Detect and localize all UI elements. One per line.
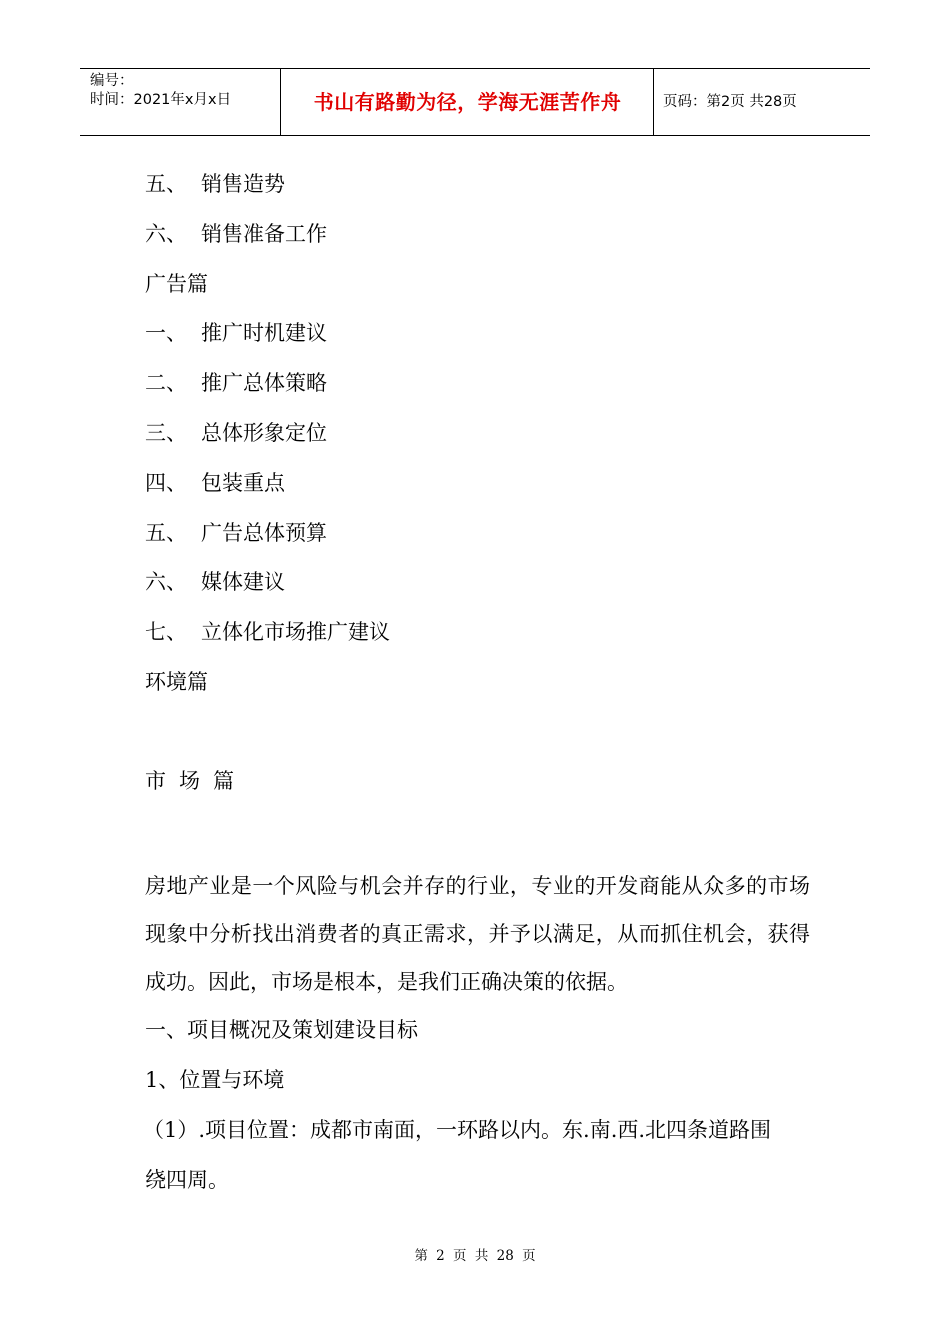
header-motto: 书山有路勤为径，学海无涯苦作舟 xyxy=(282,69,654,135)
heading-project-overview: 一、项目概况及策划建设目标 xyxy=(145,1018,418,1042)
toc-text: 销售准备工作 xyxy=(201,221,327,246)
toc-item xyxy=(145,216,390,266)
toc-text: 环境篇 xyxy=(145,669,208,694)
toc-text: 媒体建议 xyxy=(201,570,285,595)
toc-item xyxy=(145,166,390,216)
toc-text: 推广总体策略 xyxy=(201,371,327,396)
toc-item xyxy=(145,515,390,565)
toc-item xyxy=(145,614,390,664)
toc-item xyxy=(145,365,390,415)
table-of-contents xyxy=(145,166,390,714)
toc-text: 广告总体预算 xyxy=(201,520,327,545)
toc-text: 广告篇 xyxy=(145,271,208,296)
toc-number: 五、 xyxy=(145,520,187,545)
toc-heading xyxy=(145,266,390,316)
toc-item xyxy=(145,315,390,365)
toc-text: 立体化市场推广建议 xyxy=(201,620,390,645)
header-meta xyxy=(80,69,281,135)
toc-number: 六、 xyxy=(145,570,187,595)
toc-number: 六、 xyxy=(145,221,187,246)
location-text-line-1: （1）.项目位置：成都市南面，一环路以内。东.南.西.北四条道路围 xyxy=(143,1118,772,1142)
location-text-line-2: 绕四周。 xyxy=(145,1168,229,1192)
toc-item xyxy=(145,564,390,614)
toc-heading xyxy=(145,664,390,714)
toc-number: 七、 xyxy=(145,620,187,645)
toc-text: 包装重点 xyxy=(201,470,285,495)
page-footer: 第 2 页 共 28 页 xyxy=(414,1248,536,1264)
toc-number: 二、 xyxy=(145,371,187,396)
intro-paragraph: 房地产业是一个风险与机会并存的行业，专业的开发商能从众多的市场现象中分析找出消费者的真正需求，并予以满足，从而抓住机会，获得成功。因此，市场是根本，是我们正确决策的依据。 xyxy=(145,874,810,994)
toc-text: 销售造势 xyxy=(201,172,285,196)
toc-item xyxy=(145,465,390,515)
toc-text: 总体形象定位 xyxy=(201,420,327,445)
toc-number: 四、 xyxy=(145,470,187,495)
toc-number: 三、 xyxy=(145,420,187,445)
heading-location-environment: 1、位置与环境 xyxy=(145,1068,285,1092)
section-title: 市场篇 xyxy=(145,769,247,793)
page-header xyxy=(80,68,870,136)
toc-item xyxy=(145,415,390,465)
toc-text: 推广时机建议 xyxy=(201,321,327,346)
document-number-label: 编号： xyxy=(90,73,134,89)
toc-number: 一、 xyxy=(145,321,187,346)
header-page-info: 页码：第2页 共28页 xyxy=(663,94,797,110)
toc-number: 五、 xyxy=(145,172,187,196)
document-date: 时间：2021年x月x日 xyxy=(90,92,232,108)
